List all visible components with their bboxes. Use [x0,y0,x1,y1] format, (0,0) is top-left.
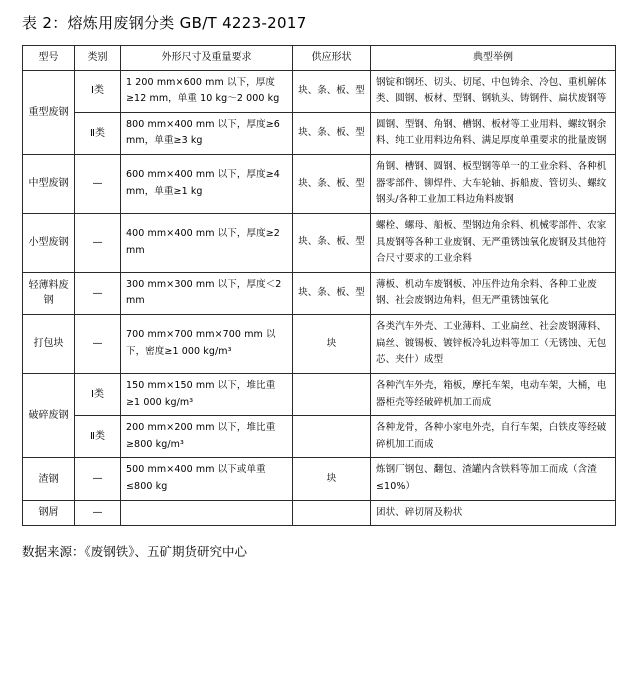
cell-example: 圆钢、型钢、角钢、槽钢、板材等工业用料、螺纹钢余料、纯工业用料边角料、满足厚度单重要求的批量废钢 [371,112,616,154]
cell-spec: 500 mm×400 mm 以下或单重≤800 kg [121,458,293,500]
cell-class: — [75,155,121,214]
cell-model: 重型废钢 [23,70,75,155]
cell-model: 小型废钢 [23,213,75,272]
cell-shape: 块、条、板、型 [293,155,371,214]
cell-example: 炼钢厂钢包、翻包、渣罐内含铁料等加工而成（含渣≤10%） [371,458,616,500]
cell-example: 钢锭和钢坯、切头、切尾、中包铸余、冷包、重机解体类、圆钢、板材、型钢、钢轨头、铸钢件、扁状废钢等 [371,70,616,112]
cell-example: 各类汽车外壳、工业薄料、工业扁丝、社会废钢薄料、扁丝、镀锡板、镀锌板冷轧边料等加工（无锈蚀、无包芯、夹什）成型 [371,315,616,374]
cell-class: Ⅰ类 [75,70,121,112]
column-header-shape: 供应形状 [293,46,371,71]
cell-model: 破碎废钢 [23,373,75,458]
table-row [23,458,616,500]
cell-example: 薄板、机动车废钢板、冲压件边角余料、各种工业废钢、社会废钢边角料，但无严重锈蚀氧化 [371,272,616,314]
table-row [23,373,616,415]
cell-spec: 200 mm×200 mm 以下，堆比重≥800 kg/m³ [121,416,293,458]
column-header-class: 类别 [75,46,121,71]
cell-spec: 600 mm×400 mm 以下，厚度≥4 mm，单重≥1 kg [121,155,293,214]
column-header-example: 典型举例 [371,46,616,71]
cell-spec: 150 mm×150 mm 以下，堆比重≥1 000 kg/m³ [121,373,293,415]
cell-class: — [75,315,121,374]
cell-spec: 1 200 mm×600 mm 以下，厚度≥12 mm，单重 10 kg～2 000 kg [121,70,293,112]
table-row [23,500,616,526]
cell-example: 团状、碎切屑及粉状 [371,500,616,526]
cell-spec: 400 mm×400 mm 以下，厚度≥2 mm [121,213,293,272]
cell-spec: 300 mm×300 mm 以下，厚度＜2 mm [121,272,293,314]
cell-example: 螺栓、螺母、船板、型钢边角余料、机械零部件、农家具废钢等各种工业废钢、无严重锈蚀氧化废钢及其他符合尺寸要求的工业余料 [371,213,616,272]
source-note: 数据来源：《废钢铁》、五矿期货研究中心 [22,544,248,560]
cell-shape [293,373,371,415]
cell-class: — [75,272,121,314]
table-body [23,70,616,526]
table-row [23,272,616,314]
table-row [23,155,616,214]
cell-spec [121,500,293,526]
cell-model: 中型废钢 [23,155,75,214]
column-header-spec: 外形尺寸及重量要求 [121,46,293,71]
table-row [23,416,616,458]
table-row [23,70,616,112]
column-header-model: 型号 [23,46,75,71]
cell-shape: 块、条、板、型 [293,272,371,314]
cell-example: 各种汽车外壳，箱板，摩托车架，电动车架，大桶，电器柜壳等经破碎机加工而成 [371,373,616,415]
page-title: 表 2：熔炼用废钢分类 GB/T 4223-2017 [22,14,307,32]
cell-shape: 块、条、板、型 [293,112,371,154]
table-row [23,112,616,154]
cell-class: — [75,500,121,526]
cell-shape [293,500,371,526]
cell-model: 轻薄料废钢 [23,272,75,314]
cell-example: 角钢、槽钢、圆钢、板型钢等单一的工业余料、各种机器零部件、铆焊件、大车轮轴、拆船废、管切头、螺纹钢头/各种工业加工料边角料废钢 [371,155,616,214]
table-row [23,315,616,374]
scrap-steel-classification-table [22,45,616,526]
cell-model: 钢屑 [23,500,75,526]
cell-class: Ⅱ类 [75,112,121,154]
table-row [23,213,616,272]
table-header-row [23,46,616,71]
cell-shape: 块、条、板、型 [293,213,371,272]
cell-model: 打包块 [23,315,75,374]
cell-example: 各种龙骨，各种小家电外壳，自行车架，白铁皮等经破碎机加工而成 [371,416,616,458]
cell-spec: 700 mm×700 mm×700 mm 以下，密度≥1 000 kg/m³ [121,315,293,374]
cell-class: Ⅰ类 [75,373,121,415]
table-header [23,46,616,71]
cell-shape: 块 [293,315,371,374]
cell-class: — [75,213,121,272]
cell-class: Ⅱ类 [75,416,121,458]
cell-model: 渣钢 [23,458,75,500]
cell-shape [293,416,371,458]
cell-shape: 块 [293,458,371,500]
cell-shape: 块、条、板、型 [293,70,371,112]
cell-spec: 800 mm×400 mm 以下，厚度≥6 mm，单重≥3 kg [121,112,293,154]
cell-class: — [75,458,121,500]
